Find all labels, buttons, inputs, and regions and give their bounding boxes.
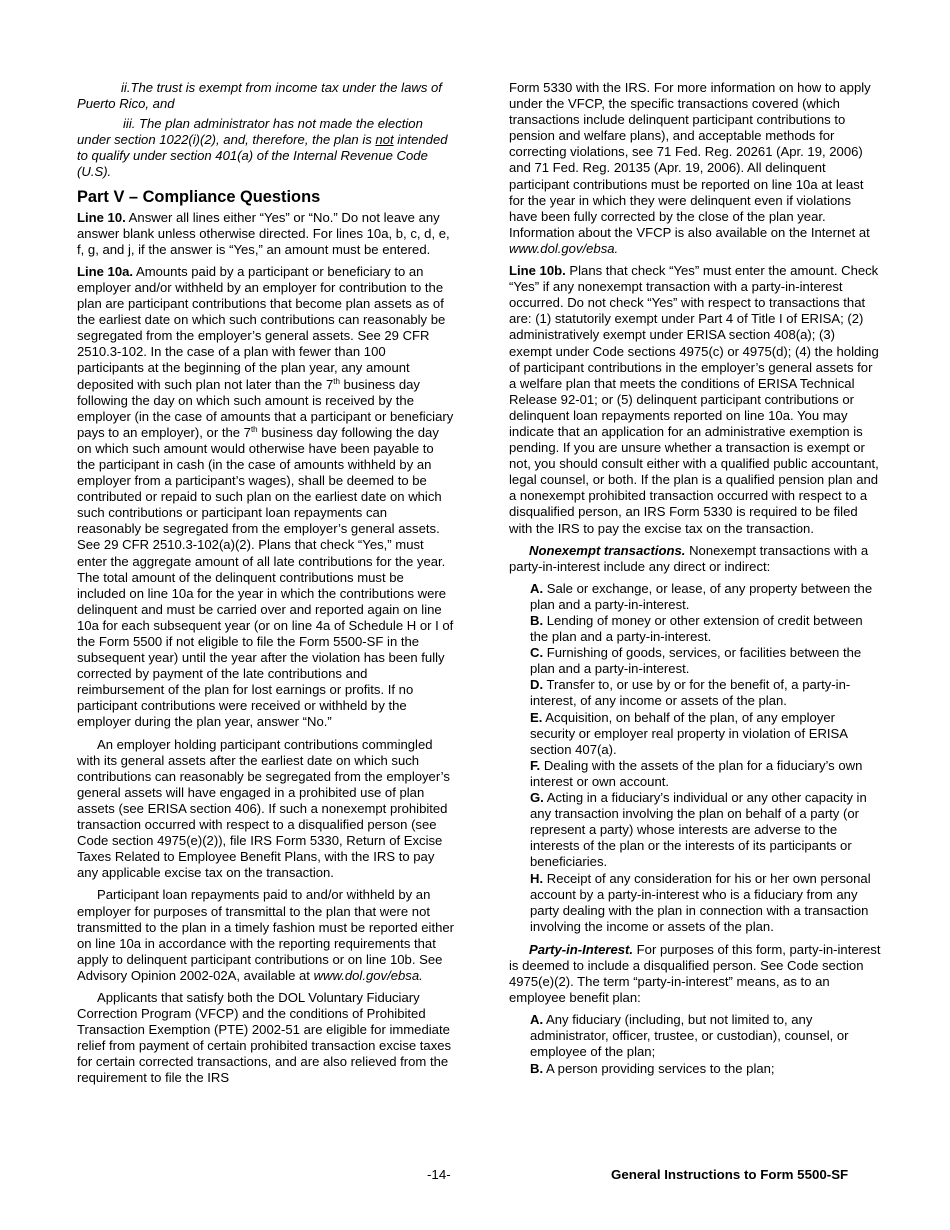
dol-link-text: www.dol.gov/ebsa. bbox=[313, 967, 423, 983]
item-ii: ii.The trust is exempt from income tax under the laws of Puerto Rico, and bbox=[77, 80, 442, 112]
party-in-interest-paragraph: Party-in-Interest. For purposes of this form, party-in-interest is deemed to include a disqualified person. See Code section 4975(e)(2). The term “party-in-interest” means, as to an employee benefit plan: bbox=[509, 941, 881, 1006]
line-10-label: Line 10. bbox=[77, 209, 126, 225]
list-item: H. Receipt of any consideration for his or her own personal account by a party-in-interest who is a fiduciary from any party dealing with the plan in connection with a transaction involving the income or assets of the plan. bbox=[530, 870, 871, 934]
line-10b-label: Line 10b. bbox=[509, 263, 566, 279]
nonexempt-paragraph: Nonexempt transactions. Nonexempt transactions with a party-in-interest include any direct or indirect: bbox=[509, 542, 869, 574]
line-10b-paragraph: Line 10b. Plans that check “Yes” must enter the amount. Check “Yes” if any nonexempt transaction with a party-in-interest occurred. Do not check “Yes” with respect to transactions that are: (1) statutorily exempt under Part 4 of Title I of ERISA; (2) administratively exempt under ERISA section 408(a); (3) exempt under Code sections 4975(c) or 4975(d); (4) the holding of participant contributions in the employer’s general assets for a welfare plan that meets the conditions of ERISA Technical Release 92-01; or (5) delinquent participant contributions or delinquent loan repayments reported on line 10a. You may indicate that an application for an administrative exemption is pending. If you are unsure whether a transaction is exempt or not, you should consult either with a qualified public accountant, legal counsel, or both. If the plan is a qualified pension plan and a nonexempt prohibited transaction occurred with respect to a disqualified person, an IRS Form 5330 is required to be filed with the IRS to pay the excise tax on the transaction. bbox=[509, 263, 879, 536]
list-item: C. Furnishing of goods, services, or facilities between the plan and a party-in-interest. bbox=[530, 645, 862, 677]
vfcp-paragraph: Form 5330 with the IRS. For more information on how to apply under the VFCP, the specific transactions covered (which transactions include delinquent participant contributions to pension and welfare plans), and acceptable methods for correcting violations, see 71 Fed. Reg. 20261 (Apr. 19, 2006) and 71 Fed. Reg. 20135 (Apr. 19, 2006). All delinquent participant contributions must be reported on line 10a at least for the year in which they were delinquent even if violations have been fully corrected by the close of the plan year. Information about the VFCP is also available on the Internet at www.dol.gov/ebsa. bbox=[509, 80, 871, 256]
loan-repayments-paragraph: Participant loan repayments paid to and/or withheld by an employer for purposes of transmittal to the plan that were not transmitted to the plan in a timely fashion must be reported either on line 10a in accordance with the reporting requirements that apply to delinquent participant contributions or on line 10b. See Advisory Opinion 2002-02A, available at www.dol.gov/ebsa. bbox=[77, 887, 455, 983]
item-iii: iii. The plan administrator has not made the election under section 1022(i)(2), and, therefore, the plan is not intended to qualify under section 401(a) of the Internal Revenue Code (U.S). bbox=[77, 116, 448, 180]
page-number: -14- bbox=[427, 1167, 451, 1182]
left-column bbox=[77, 80, 454, 1093]
list-item: A. Sale or exchange, or lease, of any property between the plan and a party-in-interest. bbox=[530, 580, 873, 612]
line-10a-paragraph: Line 10a. Amounts paid by a participant or beneficiary to an employer and/or withheld by an employer for contribution to the plan are participant contributions that become plan assets as of the earliest date on which such contributions can reasonably be segregated from the employer’s general assets. See 29 CFR 2510.3-102. In the case of a plan with fewer than 100 participants at the beginning of the plan year, any amount deposited with such plan not later than the 7th business day following the day on which such amount is received by the employer (in the case of amounts that a participant or beneficiary pays to an employer), or the 7th business day following the day on which such amount would otherwise have been payable to the participant in cash (in the case of amounts withheld by an employer from a participant’s wages), shall be deemed to be contributed or repaid to such plan on the earliest date on which such contributions or participant loan repayments can reasonably be segregated from the employer’s general assets. See 29 CFR 2510.3-102(a)(2). Plans that check “Yes,” must enter the aggregate amount of all late contributions for the year. The total amount of the delinquent contributions must be included on line 10a for the year in which the contributions were delinquent and must be carried over and reported again on line 10a for each subsequent year (or on line 4a of Schedule H or I of the Form 5500 if not eligible to file the Form 5500-SF in the subsequent year) until the year after the violation has been fully corrected by payment of the late contributions and reimbursement of the plan for lost earnings or profits. If no participant contributions were received or withheld by the employer during the plan year, answer “No.” bbox=[77, 263, 454, 730]
party-in-interest-label: Party-in-Interest. bbox=[529, 941, 634, 957]
applicants-paragraph: Applicants that satisfy both the DOL Voluntary Fiduciary Correction Program (VFCP) and the conditions of Prohibited Transaction Exemption (PTE) 2002-51 are eligible for immediate relief from payment of certain prohibited transaction excise taxes for certain corrected transactions, and are also relieved from the requirement to file the IRS bbox=[77, 989, 452, 1086]
dol-link-text: www.dol.gov/ebsa. bbox=[509, 240, 619, 256]
list-item: A. Any fiduciary (including, but not limited to, any administrator, officer, trustee, or custodian), counsel, or employee of the plan; bbox=[530, 1012, 849, 1060]
list-item: E. Acquisition, on behalf of the plan, of any employer security or employer real property in violation of ERISA section 407(a). bbox=[530, 709, 848, 757]
nonexempt-label: Nonexempt transactions. bbox=[529, 542, 686, 558]
footer-title: General Instructions to Form 5500-SF bbox=[611, 1167, 849, 1182]
list-item: D. Transfer to, or use by or for the benefit of, a party-in-interest, of any income or assets of the plan. bbox=[530, 677, 851, 709]
list-item: G. Acting in a fiduciary’s individual or any other capacity in any transaction involving the plan on behalf of a party (or represent a party) whose interests are adverse to the interests of the plan or the interests of its participants or beneficiaries. bbox=[530, 790, 867, 870]
line-10-paragraph: Line 10. Answer all lines either “Yes” or “No.” Do not leave any answer blank unless otherwise directed. For lines 10a, b, c, d, e, f, g, and j, if the answer is “Yes,” an amount must be entered. bbox=[77, 209, 450, 257]
list-item: B. Lending of money or other extension of credit between the plan and a party-in-interest. bbox=[530, 613, 863, 645]
employer-paragraph: An employer holding participant contributions commingled with its general assets after the earliest date on which such contributions can reasonably be segregated from the employer’s general assets will have engaged in a prohibited use of plan assets (see ERISA section 406). If such a nonexempt prohibited transaction occurred with respect to a disqualified person (see Code section 4975(e)(2)), file IRS Form 5330, Return of Excise Taxes Related to Employee Benefit Plans, with the IRS to pay any applicable excise tax on the transaction. bbox=[77, 736, 450, 881]
section-heading: Part V – Compliance Questions bbox=[77, 187, 321, 206]
list-item: F. Dealing with the assets of the plan for a fiduciary’s own interest or own account. bbox=[530, 757, 863, 789]
list-item: B. A person providing services to the plan; bbox=[530, 1060, 775, 1076]
party-in-interest-list bbox=[530, 1012, 881, 1076]
nonexempt-list bbox=[530, 581, 881, 935]
right-column bbox=[509, 80, 881, 1084]
line-10a-label: Line 10a. bbox=[77, 263, 134, 279]
